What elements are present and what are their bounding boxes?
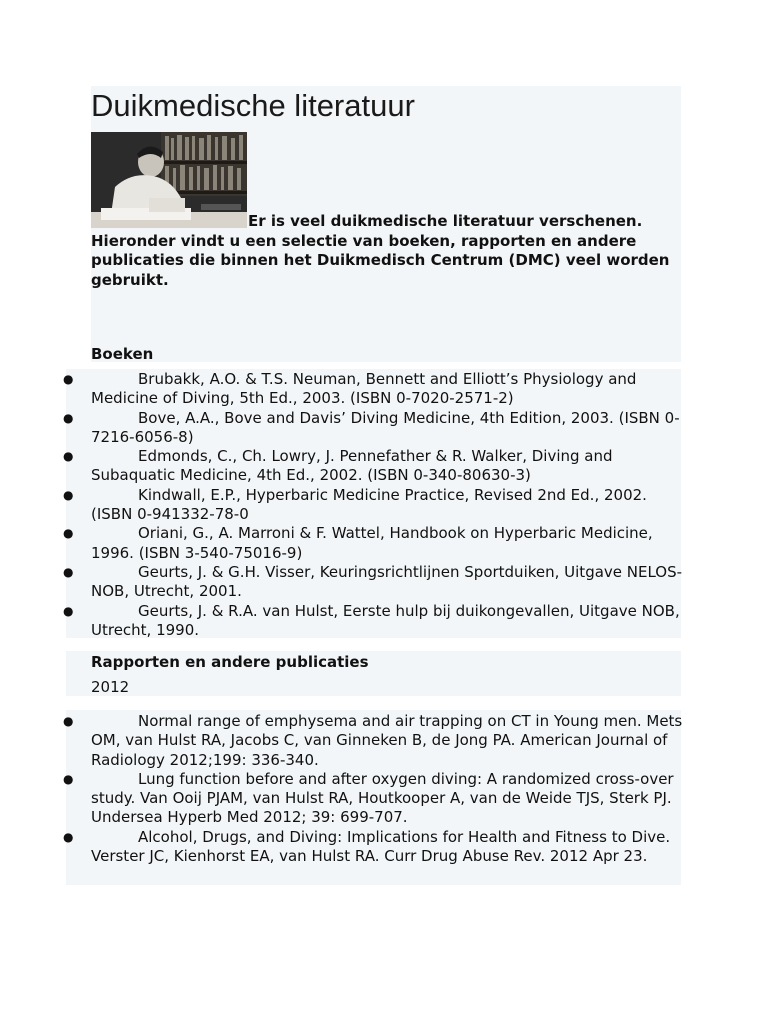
list-item: ● Geurts, J. & R.A. van Hulst, Eerste hulp bij duikongevallen, Uitgave NOB, Utrecht, 1990. [63, 601, 680, 639]
reports-list [63, 712, 683, 866]
list-item: ● Lung function before and after oxygen diving: A randomized cross-over study. Van Ooij PJAM, van Hulst RA, Houtkooper A, van de Weide TJS, Sterk PJ. Undersea Hyperb Med 2012; 39: 699-707. [63, 769, 674, 827]
reports-heading: Rapporten en andere publicaties [91, 653, 369, 671]
list-item: ● Oriani, G., A. Marroni & F. Wattel, Handbook on Hyperbaric Medicine, 1996. (ISBN 3-540-75016-9) [63, 524, 653, 562]
list-item: ● Bove, A.A., Bove and Davis’ Diving Medicine, 4th Edition, 2003. (ISBN 0-7216-6056-8) [63, 408, 680, 446]
list-item: ● Normal range of emphysema and air trapping on CT in Young men. Mets OM, van Hulst RA, Jacobs C, van Ginneken B, de Jong PA. American Journal of Radiology 2012;199: 336-340. [63, 712, 683, 769]
books-heading: Boeken [91, 345, 154, 363]
page-title: Duikmedische literatuur [91, 88, 415, 123]
list-item: ● Geurts, J. & G.H. Visser, Keuringsrichtlijnen Sportduiken, Uitgave NELOS-NOB, Utrecht, 2001. [63, 562, 683, 601]
list-item: ● Kindwall, E.P., Hyperbaric Medicine Practice, Revised 2nd Ed., 2002. (ISBN 0-941332-78-0 [63, 485, 647, 524]
intro-text: Er is veel duikmedische literatuur verschenen. Hieronder vindt u een selectie van boeken, rapporten en andere publicaties die binnen het Duikmedisch Centrum (DMC) veel worden gebruikt. [91, 212, 670, 289]
list-item: ● Edmonds, C., Ch. Lowry, J. Pennefather & R. Walker, Diving and Subaquatic Medicine, 4th Ed., 2002. (ISBN 0-340-80630-3) [63, 447, 613, 485]
reports-year: 2012 [91, 678, 130, 696]
books-list [63, 370, 683, 640]
list-item: ● Brubakk, A.O. & T.S. Neuman, Bennett and Elliott’s Physiology and Medicine of Diving, 5th Ed., 2003. (ISBN 0-7020-2571-2) [63, 370, 637, 408]
list-item: ● Alcohol, Drugs, and Diving: Implications for Health and Fitness to Dive. Verster JC, Kienhorst EA, van Hulst RA. Curr Drug Abuse Rev. 2012 Apr 23. [63, 827, 671, 866]
